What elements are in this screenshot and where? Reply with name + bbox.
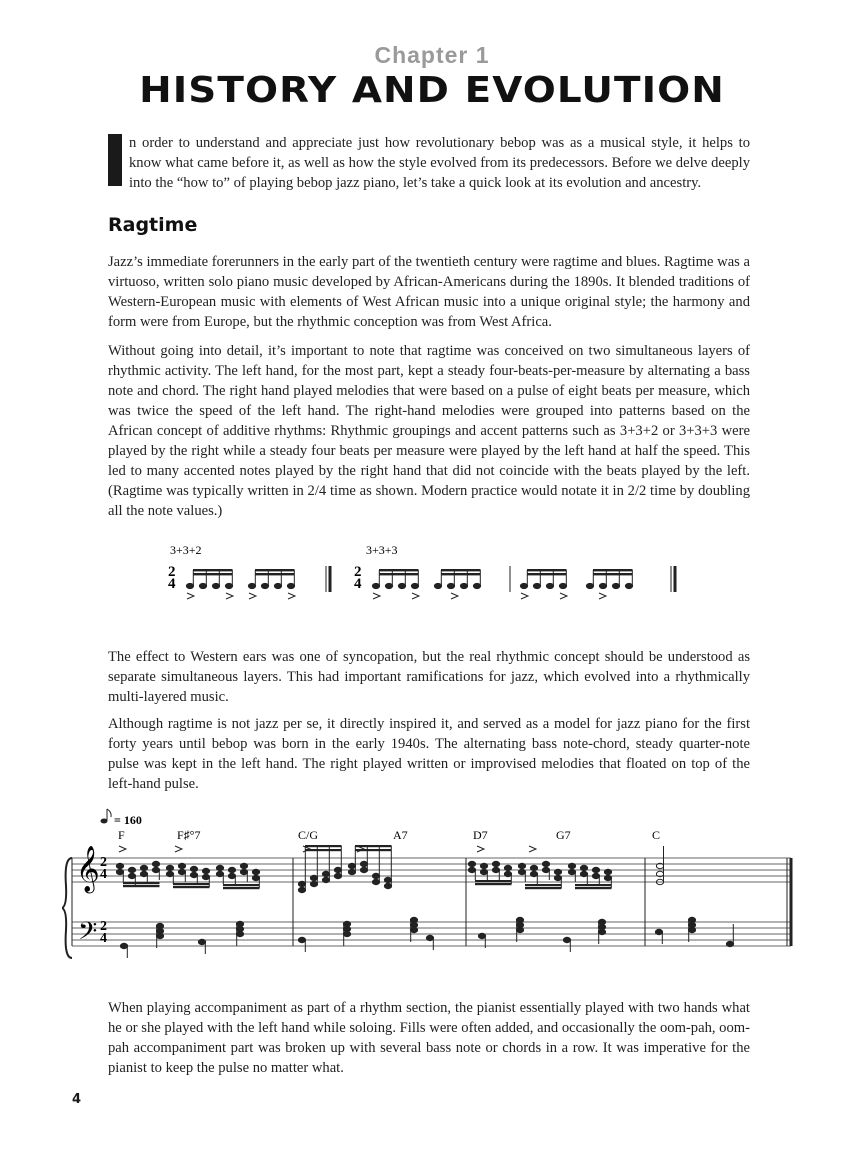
note-head (655, 929, 662, 934)
note-beam (475, 883, 512, 885)
rhythm-note (385, 583, 392, 588)
rhythm-beam (379, 573, 419, 575)
rhythm-note (546, 583, 553, 588)
note-head (542, 867, 549, 872)
note-head (202, 874, 209, 879)
note-head (198, 939, 205, 944)
note-beam (123, 885, 160, 887)
note-head (252, 869, 259, 874)
paragraph-3: The effect to Western ears was one of syncopation, but the real rhythmic concept should be understood as separate simultaneous layers. This had important ramifications for jazz, which evolved into a rhythmically multi-layered music. (108, 649, 750, 705)
note-head (216, 871, 223, 876)
chord-symbol: C (652, 828, 661, 842)
rhythm-beam (527, 573, 567, 575)
note-head (563, 937, 570, 942)
note-head (348, 869, 355, 874)
note-head (190, 866, 197, 871)
accent-mark (373, 593, 380, 599)
accent-mark (175, 846, 182, 852)
note-head (688, 927, 695, 932)
rhythm-notes (186, 569, 632, 599)
note-head (166, 865, 173, 870)
rhythm-beam (441, 569, 481, 571)
accent-mark (521, 593, 528, 599)
rhythm-note (599, 583, 606, 588)
rhythm-beam (193, 569, 233, 571)
note-head (216, 865, 223, 870)
rhythm-note (199, 583, 206, 588)
note-head (310, 875, 317, 880)
chord-symbol: C/G (298, 828, 319, 842)
note-head (202, 868, 209, 873)
rhythm-time-bottom-a: 4 (168, 576, 176, 592)
note-head (322, 871, 329, 876)
rhythm-label-a: 3+3+2 (170, 543, 202, 557)
note-head (116, 863, 123, 868)
note-head (478, 933, 485, 938)
accent-mark (560, 593, 567, 599)
rhythm-beam (255, 569, 295, 571)
chord-symbol: G7 (556, 828, 571, 842)
note-head (310, 881, 317, 886)
note-head (518, 863, 525, 868)
note-head (240, 863, 247, 868)
rhythm-note (261, 583, 268, 588)
note-head (568, 869, 575, 874)
paragraph-4: Although ragtime is not jazz per se, it directly inspired it, and served as a model for jazz piano for the first forty years until bebop was born in the early 1940s. The alternating bass note-chord, steady quarter-note pulse was kept in the left hand. The right played written or improvised melodies that floated on top of the left-hand pulse. (108, 716, 750, 792)
accent-mark (599, 593, 606, 599)
rhythm-note (212, 583, 219, 588)
note-beam (223, 884, 260, 886)
rhythm-note (434, 583, 441, 588)
note-head (298, 887, 305, 892)
note-head (480, 869, 487, 874)
time-bottom-bass: 4 (100, 931, 107, 946)
rhythm-beam (193, 573, 233, 575)
paragraph-5: When playing accompaniment as part of a rhythm section, the pianist essentially played with two hands what he or she played with the left hand while soloing. Fills were often added, and occasionally the oom-pah, oom-pah accompaniment part was broken up with several bass note or chords in a row. It was imperative for the pianist to keep the pulse no matter what. (108, 1000, 750, 1076)
note-head (410, 927, 417, 932)
note-head (240, 869, 247, 874)
note-head (298, 937, 305, 942)
accent-mark (249, 593, 256, 599)
note-head (384, 877, 391, 882)
note-head (128, 867, 135, 872)
rhythm-example (160, 538, 700, 608)
note-head (468, 861, 475, 866)
note-head (178, 869, 185, 874)
note-head (554, 869, 561, 874)
time-top-treble: 2 (100, 855, 107, 870)
note-head (468, 867, 475, 872)
note-head (120, 943, 127, 948)
note-beam (575, 887, 612, 889)
rhythm-time-top-b: 2 (354, 564, 362, 580)
rhythm-note (287, 583, 294, 588)
note-head (152, 861, 159, 866)
note-head (236, 931, 243, 936)
rhythm-note (447, 583, 454, 588)
note-head (334, 867, 341, 872)
note-head (140, 865, 147, 870)
rhythm-note (274, 583, 281, 588)
drop-cap (108, 134, 122, 186)
grand-staff-brace (62, 858, 72, 958)
rhythm-note (398, 583, 405, 588)
rhythm-time-bottom-b: 4 (354, 576, 362, 592)
note-beam (475, 880, 512, 882)
bass-clef-icon: 𝄢 (78, 918, 98, 951)
note-head (190, 872, 197, 877)
accent-mark (451, 593, 458, 599)
rhythm-beam (441, 573, 481, 575)
note-head (504, 871, 511, 876)
note-head (726, 941, 733, 946)
note-beam (223, 887, 260, 889)
note-beam (305, 845, 342, 847)
rhythm-label-b: 3+3+3 (366, 543, 398, 557)
note-head (604, 875, 611, 880)
note-head (322, 877, 329, 882)
accent-mark (119, 846, 126, 852)
rhythm-note (186, 583, 193, 588)
rhythm-note (411, 583, 418, 588)
note-head (530, 865, 537, 870)
note-beam (575, 884, 612, 886)
note-head (156, 933, 163, 938)
accent-mark (226, 593, 233, 599)
note-head (568, 863, 575, 868)
chord-symbol: F♯°7 (177, 828, 201, 842)
note-head (492, 867, 499, 872)
note-head (492, 861, 499, 866)
rhythm-time-top-a: 2 (168, 564, 176, 580)
note-head (372, 879, 379, 884)
note-head (516, 927, 523, 932)
note-head (128, 873, 135, 878)
rhythm-beam (255, 573, 295, 575)
chapter-label: Chapter 1 (374, 42, 490, 68)
note-head (140, 871, 147, 876)
note-head (252, 875, 259, 880)
rhythm-note (372, 583, 379, 588)
chord-symbol: A7 (393, 828, 408, 842)
note-head (166, 871, 173, 876)
note-head (580, 865, 587, 870)
note-head (580, 871, 587, 876)
rhythm-beam (527, 569, 567, 571)
note-beam (173, 886, 210, 888)
rhythm-note (225, 583, 232, 588)
chapter-title: HISTORY AND EVOLUTION (139, 70, 725, 111)
rhythm-beam (593, 573, 633, 575)
time-top-bass: 2 (100, 919, 107, 934)
chord-symbol: F (118, 828, 125, 842)
note-beam (123, 882, 160, 884)
drop-cap-letter: I (108, 134, 109, 135)
note-head (360, 867, 367, 872)
note-beam (355, 845, 392, 847)
note-head (604, 869, 611, 874)
note-head (372, 873, 379, 878)
rhythm-note (248, 583, 255, 588)
rhythm-note (625, 583, 632, 588)
note-head (530, 871, 537, 876)
note-head (343, 931, 350, 936)
tempo-marking (101, 809, 142, 827)
accent-mark (288, 593, 295, 599)
tempo-value: = 160 (114, 813, 142, 827)
note-head (554, 875, 561, 880)
section-heading: Ragtime (108, 214, 198, 236)
note-head (116, 869, 123, 874)
paragraph-2: Without going into detail, it’s important to note that ragtime was conceived on two simultaneous layers of rhythmic activity. The left hand, for the most part, kept a steady four-beats-per-measure by alternating a bass note and chord. The right hand played melodies that were based on a pulse of eight beats per measure, which was twice the speed of the left hand. The right-hand melodies were grouped into patterns based on the African concept of additive rhythms: Rhythmic groupings and accent patterns such as 3+3+2 or 3+3+3 were played by the right while a steady four beats per measure were played by the left hand at half the speed. This led to many accented notes played by the right hand that did not coincide with the beats played by the left. (Ragtime was typically written in 2/4 time as shown. Modern practice would notate it in 2/2 time by doubling all the note values.) (108, 343, 750, 519)
note-head (542, 861, 549, 866)
rhythm-note (612, 583, 619, 588)
note-head (592, 867, 599, 872)
treble-clef-icon: 𝄞 (76, 846, 100, 891)
note-head (348, 863, 355, 868)
note-beam (525, 884, 562, 886)
note-beam (525, 887, 562, 889)
page-number: 4 (72, 1092, 82, 1107)
rhythm-beam (593, 569, 633, 571)
note-head (228, 873, 235, 878)
note-head (334, 873, 341, 878)
rhythm-note (533, 583, 540, 588)
rhythm-note (473, 583, 480, 588)
rhythm-beam (379, 569, 419, 571)
note-head (152, 867, 159, 872)
note-head (518, 869, 525, 874)
note-head (504, 865, 511, 870)
accent-mark (529, 846, 536, 852)
rhythm-note (520, 583, 527, 588)
accent-mark (477, 846, 484, 852)
note-head (426, 935, 433, 940)
note-head (298, 881, 305, 886)
note-head (480, 863, 487, 868)
rhythm-note (559, 583, 566, 588)
intro-paragraph: n order to understand and appreciate just how revolutionary bebop was as a musical style, it helps to know what came before it, as well as how the style evolved from its predecessors. Before we delve deeply into the “how to” of playing bebop jazz piano, let’s take a quick look at its evolution and ancestry. (129, 135, 750, 191)
time-bottom-treble: 4 (100, 867, 107, 882)
note-head (592, 873, 599, 878)
chord-symbol: D7 (473, 828, 488, 842)
accent-mark (412, 593, 419, 599)
note-beam (173, 883, 210, 885)
rhythm-note (586, 583, 593, 588)
note-head (360, 861, 367, 866)
note-head (384, 883, 391, 888)
note-head (178, 863, 185, 868)
paragraph-1: Jazz’s immediate forerunners in the early part of the twentieth century were ragtime and blues. Ragtime was a virtuoso, written solo piano music developed by African-Americans during the 1890s. It blended traditions of Western-European music with elements of West African music into a unique original style; the harmony and form were from Europe, but the rhythmic conception was from West Africa. (108, 254, 750, 330)
accent-mark (187, 593, 194, 599)
note-head (228, 867, 235, 872)
rhythm-note (460, 583, 467, 588)
score-notes (116, 845, 733, 958)
piano-score-example (62, 806, 802, 966)
note-head (598, 929, 605, 934)
